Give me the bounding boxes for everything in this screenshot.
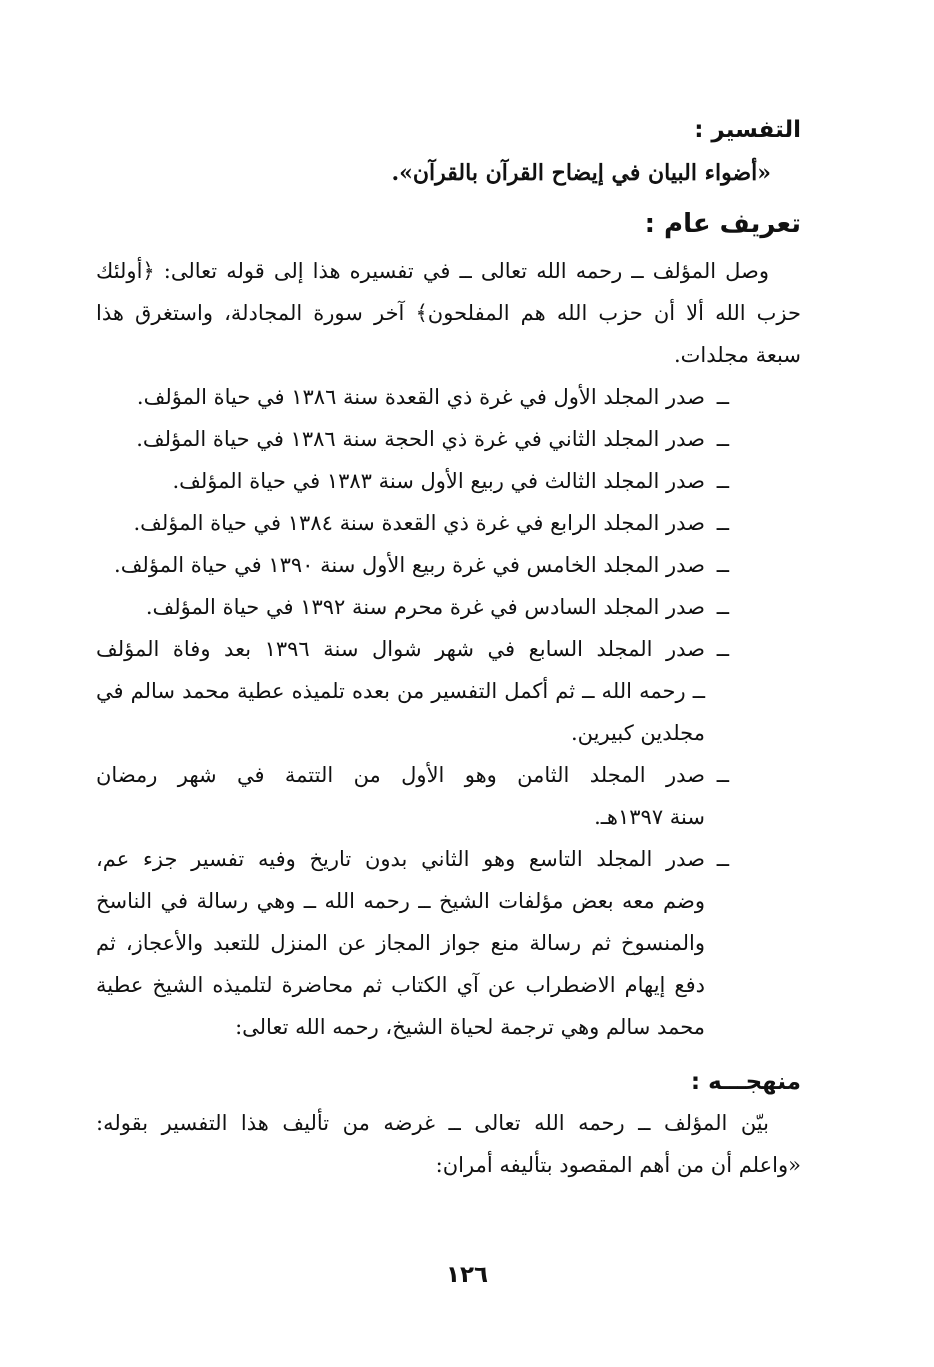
list-item [96,502,801,544]
item-dash: ــ [716,511,729,535]
item-line: صدر المجلد الثالث في ربيع الأول سنة ١٣٨٣ في حياة المؤلف. [172,469,705,493]
intro-line: حزب الله ألا أن حزب الله هم المفلحون﴾ آخر سورة المجادلة، واستغرق هذا [96,301,801,325]
page-number: ١٢٦ [445,1262,489,1288]
item-line: ــ رحمه الله ــ ثم أكمل التفسير من بعده تلميذه عطية محمد سالم في [96,679,705,703]
item-line: سنة ١٣٩٧هـ. [594,805,705,829]
method-line: بيّن المؤلف ــ رحمه الله تعالى ــ غرضه من تأليف هذا التفسير بقوله: [96,1111,769,1135]
tafsir-title: «أضواء البيان في إيضاح القرآن بالقرآن». [391,160,771,186]
item-line: دفع إيهام الاضطراب عن آي الكتاب ثم محاضرة لتلميذه الشيخ عطية [96,973,705,997]
item-dash: ــ [716,763,729,787]
list-item [96,418,801,460]
volume-list [96,376,801,1048]
item-line: صدر المجلد الأول في غرة ذي القعدة سنة ١٣٨٦ في حياة المؤلف. [136,385,705,409]
item-dash: ــ [716,553,729,577]
list-item [96,460,801,502]
item-line: صدر المجلد الثامن وهو الأول من التتمة في شهر رمضان [96,763,705,787]
item-dash: ــ [716,469,729,493]
item-dash: ــ [716,595,729,619]
item-line: صدر المجلد السادس في غرة محرم سنة ١٣٩٢ في حياة المؤلف. [145,595,705,619]
intro-paragraph [96,250,801,376]
item-line: صدر المجلد الرابع في غرة ذي القعدة سنة ١٣٨٤ في حياة المؤلف. [133,511,705,535]
item-line: والمنسوخ ثم رسالة منع جواز المجاز عن المنزل للتعبد والأعجاز، ثم [96,931,705,955]
item-dash: ــ [716,637,729,661]
intro-line: سبعة مجلدات. [673,343,801,367]
list-item [96,544,801,586]
general-heading: تعريف عام : [644,209,801,239]
list-item [96,838,801,1048]
item-line: صدر المجلد التاسع وهو الثاني بدون تاريخ وفيه تفسير جزء عم، [96,847,705,871]
item-line: صدر المجلد الخامس في غرة ربيع الأول سنة ١٣٩٠ في حياة المؤلف. [114,553,705,577]
item-dash: ــ [716,385,729,409]
item-dash: ــ [716,847,729,871]
item-line: محمد سالم وهي ترجمة لحياة الشيخ، رحمه الله تعالى: [235,1015,705,1039]
item-line: وضم معه بعض مؤلفات الشيخ ــ رحمه الله ــ وهي رسالة في الناسخ [96,889,705,913]
tafsir-heading: التفسير : [694,117,801,143]
item-line: مجلدين كبيرين. [570,721,705,745]
item-line: صدر المجلد الثاني في غرة ذي الحجة سنة ١٣٨٦ في حياة المؤلف. [136,427,705,451]
item-dash: ــ [716,427,729,451]
list-item [96,754,801,838]
list-item [96,586,801,628]
method-paragraph [96,1102,801,1186]
list-item [96,628,801,754]
method-line: «واعلم أن من أهم المقصود بتأليفه أمران: [435,1153,801,1177]
method-heading: منهجـــه : [690,1069,801,1095]
list-item [96,376,801,418]
item-line: صدر المجلد السابع في شهر شوال سنة ١٣٩٦ بعد وفاة المؤلف [96,637,705,661]
page-body [96,110,801,1186]
intro-line: وصل المؤلف ــ رحمه الله تعالى ــ في تفسيره هذا إلى قوله تعالى: ﴿أولئك [96,259,770,283]
